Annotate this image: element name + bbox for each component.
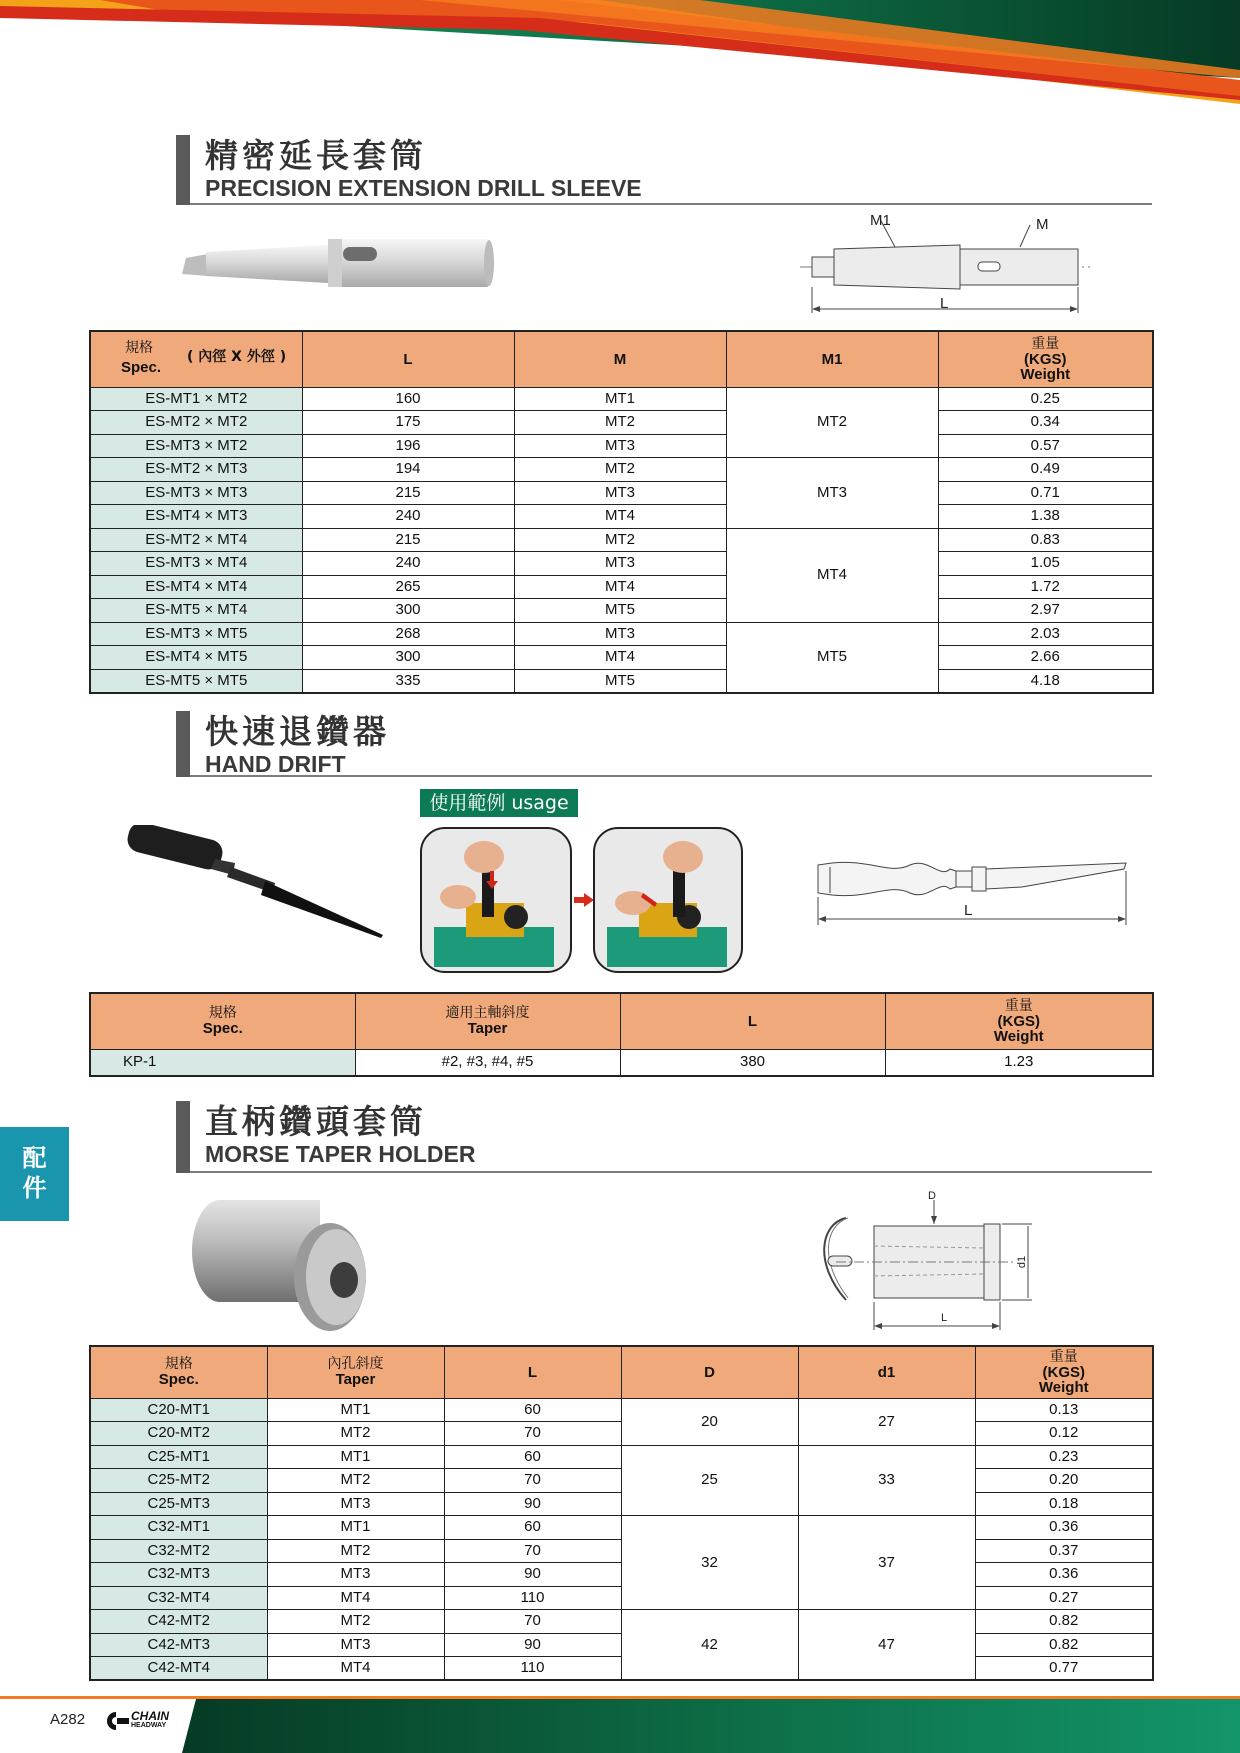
taper-cell: #2, #3, #4, #5 [355,1049,620,1076]
d1-cell: 33 [798,1445,975,1516]
taper-cell: MT2 [267,1469,444,1493]
col-header-weight [938,331,1153,387]
m-cell: MT5 [514,669,726,693]
l-cell: 90 [444,1492,621,1516]
col-header-spec [90,331,302,387]
l-cell: 90 [444,1563,621,1587]
diagram-label-d: D [928,1190,936,1202]
spec-cell: ES-MT2 × MT3 [90,458,302,482]
table-row [90,575,1153,599]
spec-header-zh: 規格 [164,1356,193,1373]
weight-header-zh: 重量 [1004,997,1033,1014]
l-cell: 60 [444,1398,621,1422]
spec-header-en: Spec. [158,1371,199,1389]
taper-header-en: Taper [335,1371,376,1389]
section-marker [176,711,190,777]
usage-arrow-icon [574,893,594,907]
weight-cell: 0.57 [938,434,1153,458]
spec-cell: C32-MT4 [90,1586,267,1610]
taper-cell: MT3 [267,1563,444,1587]
col-header-m: M [514,331,726,387]
spec-header-zh: 規格 [125,340,153,356]
spec-cell: C25-MT3 [90,1492,267,1516]
spec-cell: C42-MT4 [90,1657,267,1681]
weight-header-en: Weight [1020,365,1071,383]
weight-cell: 0.36 [975,1563,1153,1587]
diagram-label-m1: M1 [870,212,891,229]
taper-cell: MT2 [267,1422,444,1446]
diagram-label-l: L [941,1312,948,1324]
weight-cell: 0.77 [975,1657,1153,1681]
table-row [90,1610,1153,1634]
table-row [90,411,1153,435]
spec-cell: ES-MT3 × MT5 [90,622,302,646]
section-marker [176,1101,190,1173]
d-cell: 20 [621,1398,798,1445]
m-cell: MT3 [514,481,726,505]
chain-logo-icon [104,1710,130,1732]
weight-cell: 1.38 [938,505,1153,529]
spec-cell: C25-MT2 [90,1469,267,1493]
col-header-m1: M1 [726,331,938,387]
taper-header-zh: 內孔斜度 [327,1356,384,1373]
taper-cell: MT1 [267,1516,444,1540]
m1-cell: MT5 [726,622,938,693]
side-tab[interactable] [0,1127,69,1221]
weight-cell: 0.18 [975,1492,1153,1516]
section-marker [176,135,190,205]
table-row [90,646,1153,670]
col-header-weight [975,1346,1153,1398]
l-cell: 240 [302,552,514,576]
table-row [90,481,1153,505]
d-cell: 42 [621,1610,798,1681]
drill-sleeve-image [178,232,498,292]
taper-cell: MT4 [267,1586,444,1610]
l-cell: 90 [444,1633,621,1657]
section-title-en: HAND DRIFT [205,751,346,777]
taper-cell: MT2 [267,1610,444,1634]
m1-cell: MT4 [726,528,938,622]
spec-cell: C32-MT1 [90,1516,267,1540]
taper-cell: MT4 [267,1657,444,1681]
section-title-zh: 快速退鑽器 [205,712,390,751]
spec-cell: ES-MT4 × MT3 [90,505,302,529]
l-cell: 300 [302,599,514,623]
morse-taper-holder-table [89,1345,1154,1681]
spec-cell: ES-MT2 × MT2 [90,411,302,435]
weight-cell: 0.82 [975,1610,1153,1634]
hand-drift-image [125,825,387,940]
section-title-en: PRECISION EXTENSION DRILL SLEEVE [205,175,642,201]
table-row [90,1516,1153,1540]
usage-photo-1 [420,827,572,973]
taper-header-en: Taper [467,1020,508,1038]
l-cell: 215 [302,528,514,552]
weight-cell: 0.12 [975,1422,1153,1446]
col-header-taper [267,1346,444,1398]
spec-cell: C20-MT1 [90,1398,267,1422]
m-cell: MT4 [514,505,726,529]
weight-cell: 0.20 [975,1469,1153,1493]
spec-cell: ES-MT1 × MT2 [90,387,302,411]
table-row [90,1398,1153,1422]
section-title-en: MORSE TAPER HOLDER [205,1141,476,1167]
morse-taper-holder-image [190,1192,380,1336]
weight-cell: 2.66 [938,646,1153,670]
weight-cell: 0.49 [938,458,1153,482]
brand-name: CHAIN [131,1709,169,1723]
col-header-l: L [302,331,514,387]
l-cell: 160 [302,387,514,411]
taper-cell: MT1 [267,1398,444,1422]
diagram-label-l: L [964,902,973,919]
weight-cell: 0.83 [938,528,1153,552]
d1-cell: 47 [798,1610,975,1681]
weight-header-unit: (KGS) [997,1012,1040,1030]
l-cell: 194 [302,458,514,482]
table-row [90,622,1153,646]
hand-drift-table [89,992,1154,1077]
l-cell: 215 [302,481,514,505]
weight-cell: 1.05 [938,552,1153,576]
usage-badge: 使用範例 usage [420,789,578,817]
m-cell: MT2 [514,411,726,435]
weight-cell: 2.03 [938,622,1153,646]
l-cell: 70 [444,1610,621,1634]
spec-header-en: Spec. [202,1020,243,1038]
col-header-taper [355,993,620,1049]
weight-header-en: Weight [993,1027,1044,1045]
morse-taper-holder-diagram [806,1194,1046,1330]
section-heading-sleeve [176,135,1152,205]
col-header-l: L [444,1346,621,1398]
m-cell: MT2 [514,458,726,482]
top-banner [0,0,1240,120]
l-cell: 240 [302,505,514,529]
spec-cell: ES-MT4 × MT4 [90,575,302,599]
weight-header-en: Weight [1038,1378,1089,1396]
spec-cell: ES-MT5 × MT4 [90,599,302,623]
spec-cell: ES-MT3 × MT3 [90,481,302,505]
diagram-label-l: L [940,295,949,312]
weight-cell: 0.34 [938,411,1153,435]
l-cell: 300 [302,646,514,670]
weight-cell: 0.25 [938,387,1153,411]
weight-cell: 2.97 [938,599,1153,623]
weight-cell: 1.23 [885,1049,1153,1076]
l-cell: 196 [302,434,514,458]
weight-cell: 0.13 [975,1398,1153,1422]
taper-cell: MT3 [267,1492,444,1516]
spec-cell: ES-MT4 × MT5 [90,646,302,670]
l-cell: 335 [302,669,514,693]
l-cell: 268 [302,622,514,646]
col-header-l: L [620,993,885,1049]
weight-header-zh: 重量 [1031,335,1060,352]
table-row [90,458,1153,482]
spec-header-en: Spec. [121,359,162,376]
weight-cell: 0.23 [975,1445,1153,1469]
spec-cell: C42-MT2 [90,1610,267,1634]
usage-photo-2 [593,827,743,973]
section-heading-drift [176,711,1152,777]
m-cell: MT4 [514,575,726,599]
weight-cell: 0.82 [975,1633,1153,1657]
l-cell: 175 [302,411,514,435]
weight-header-zh: 重量 [1049,1348,1078,1365]
m-cell: MT3 [514,434,726,458]
section-title-zh: 精密延長套筒 [205,136,427,175]
table-row [90,599,1153,623]
d-cell: 32 [621,1516,798,1610]
diagram-label-d1: d1 [1016,1255,1029,1269]
spec-cell: ES-MT5 × MT5 [90,669,302,693]
spec-header-zh: 規格 [208,1005,237,1022]
d1-cell: 27 [798,1398,975,1445]
weight-cell: 0.71 [938,481,1153,505]
d1-cell: 37 [798,1516,975,1610]
m-cell: MT1 [514,387,726,411]
drill-sleeve-table [89,330,1154,694]
taper-cell: MT2 [267,1539,444,1563]
l-cell: 110 [444,1586,621,1610]
side-tab-char-2: 件 [22,1174,47,1202]
m-cell: MT4 [514,646,726,670]
table-row [90,1445,1153,1469]
table-row [90,1049,1153,1076]
col-header-spec [90,993,355,1049]
weight-header-unit: (KGS) [1042,1363,1085,1381]
table-row [90,552,1153,576]
d-cell: 25 [621,1445,798,1516]
spec-cell: C20-MT2 [90,1422,267,1446]
l-cell: 380 [620,1049,885,1076]
m-cell: MT3 [514,622,726,646]
m1-cell: MT3 [726,458,938,529]
table-row [90,505,1153,529]
page-number: A282 [50,1711,86,1728]
m1-cell: MT2 [726,387,938,458]
brand-sub: HEADWAY [131,1722,167,1729]
table-row [90,434,1153,458]
spec-cell: ES-MT2 × MT4 [90,528,302,552]
table-row [90,387,1153,411]
m-cell: MT3 [514,552,726,576]
spec-cell: KP-1 [90,1049,355,1076]
section-heading-holder [176,1101,1152,1173]
weight-cell: 4.18 [938,669,1153,693]
l-cell: 70 [444,1539,621,1563]
m-cell: MT2 [514,528,726,552]
side-tab-char-1: 配 [22,1144,47,1172]
table-row [90,669,1153,693]
spec-cell: C25-MT1 [90,1445,267,1469]
l-cell: 110 [444,1657,621,1681]
diagram-label-m: M [1036,216,1049,233]
m-cell: MT5 [514,599,726,623]
taper-cell: MT3 [267,1633,444,1657]
spec-cell: ES-MT3 × MT4 [90,552,302,576]
spec-header-note: ( 內徑 X 外徑 ) [187,349,287,365]
col-header-weight [885,993,1153,1049]
spec-cell: C32-MT2 [90,1539,267,1563]
l-cell: 60 [444,1445,621,1469]
l-cell: 70 [444,1422,621,1446]
col-header-spec [90,1346,267,1398]
l-cell: 60 [444,1516,621,1540]
section-title-zh: 直柄鑽頭套筒 [205,1102,427,1141]
spec-cell: ES-MT3 × MT2 [90,434,302,458]
col-header-d1: d1 [798,1346,975,1398]
col-header-d: D [621,1346,798,1398]
spec-cell: C32-MT3 [90,1563,267,1587]
weight-header-unit: (KGS) [1024,350,1067,368]
taper-cell: MT1 [267,1445,444,1469]
l-cell: 70 [444,1469,621,1493]
weight-cell: 1.72 [938,575,1153,599]
weight-cell: 0.27 [975,1586,1153,1610]
weight-cell: 0.36 [975,1516,1153,1540]
l-cell: 265 [302,575,514,599]
brand-logo [104,1710,190,1732]
table-row [90,528,1153,552]
weight-cell: 0.37 [975,1539,1153,1563]
spec-cell: C42-MT3 [90,1633,267,1657]
taper-header-zh: 適用主軸斜度 [445,1005,530,1022]
